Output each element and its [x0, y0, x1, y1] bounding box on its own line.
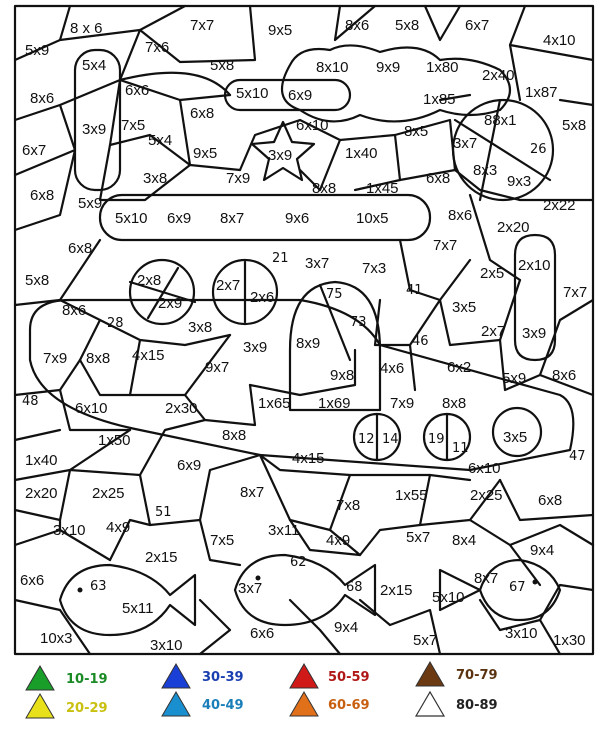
cell-label: 6x2 [447, 359, 472, 376]
cell-label: 9x5 [193, 145, 218, 162]
cell-label: 6x9 [288, 87, 313, 104]
cell-label: 7x7 [563, 284, 588, 301]
cell-label: 8x7 [474, 570, 499, 587]
cell-label: 2x7 [481, 323, 506, 340]
legend-swatch-40-49 [162, 692, 190, 716]
cell-label: 6x6 [125, 82, 150, 99]
cell-label: 8x6 [345, 17, 370, 34]
cell-label: 5x11 [122, 600, 154, 617]
cell-label: 4x6 [380, 360, 405, 377]
cell-label: 6x6 [20, 572, 45, 589]
cell-label: 3x10 [505, 625, 538, 642]
cell-label: 21 [272, 251, 289, 266]
cell-label: 48 [22, 394, 39, 409]
legend-item [416, 692, 498, 716]
legend-item [290, 664, 370, 688]
cell-label: 67 [509, 580, 526, 595]
cell-label: 6x7 [22, 142, 47, 159]
cell-label: 8x6 [62, 302, 87, 319]
cell-label: 62 [290, 555, 307, 570]
cell-label: 3x5 [503, 429, 528, 446]
cell-label: 8x8 [312, 180, 337, 197]
cell-label: 8x4 [452, 532, 477, 549]
cell-label: 2x15 [145, 549, 178, 566]
cell-label: 6x8 [426, 170, 451, 187]
cell-label: 2x10 [518, 257, 551, 274]
cell-label: 8x8 [222, 427, 247, 444]
cell-label: 14 [382, 432, 399, 447]
cell-label: 6x7 [465, 17, 490, 34]
cell-label: 5x10 [236, 85, 269, 102]
cell-label: 1x40 [25, 452, 58, 469]
cell-label: 8x9 [296, 335, 321, 352]
cell-label: 2x20 [497, 219, 530, 236]
cell-label: 6x10 [468, 460, 501, 477]
cell-label: 2x30 [165, 400, 198, 417]
cell-label: 8 x 6 [70, 20, 103, 37]
cell-label: 1x45 [366, 180, 399, 197]
fish-eye-left [78, 588, 83, 593]
cell-label: 6x9 [177, 457, 202, 474]
cell-label: 5x8 [395, 17, 420, 34]
cell-label: 5x7 [406, 529, 431, 546]
cell-label: 2x25 [470, 487, 503, 504]
cell-label: 1x80 [426, 59, 459, 76]
cell-label: 46 [412, 334, 429, 349]
cell-label: 5x9 [502, 370, 527, 387]
cell-label: 2x40 [482, 67, 515, 84]
cell-label: 3x9 [522, 325, 547, 342]
cell-label: 8x8 [86, 350, 111, 367]
cell-label: 1x40 [345, 145, 378, 162]
legend-item [26, 694, 108, 718]
cell-label: 7x9 [226, 170, 251, 187]
cell-label: 8x6 [552, 367, 577, 384]
cell-label: 8x5 [404, 123, 429, 140]
cell-label: 1x50 [98, 432, 131, 449]
legend-swatch-10-19 [26, 666, 54, 690]
cell-label: 73 [350, 315, 367, 330]
cell-label: 3x8 [188, 319, 213, 336]
cell-label: 3x7 [238, 580, 263, 597]
cell-label: 1x65 [258, 395, 291, 412]
legend-label: 20-29 [66, 701, 108, 716]
legend-item [26, 666, 108, 690]
cell-label: 5x8 [562, 117, 587, 134]
cell-label: 6x10 [296, 117, 329, 134]
cell-label: 8x10 [316, 59, 349, 76]
legend-swatch-30-39 [162, 664, 190, 688]
cell-label: 1x30 [553, 632, 586, 649]
legend-label: 10-19 [66, 672, 108, 687]
cell-label: 9x3 [507, 173, 532, 190]
cell-label: 2x6 [250, 289, 275, 306]
cell-label: 5x10 [432, 589, 465, 606]
cell-label: 1x87 [525, 84, 558, 101]
cell-label: 3x9 [243, 339, 268, 356]
cell-label: 28 [107, 316, 124, 331]
cell-label: 4x15 [292, 450, 325, 467]
cell-label: 7x7 [433, 237, 458, 254]
cell-label: 5x8 [25, 272, 50, 289]
cell-label: 5x10 [115, 210, 148, 227]
cell-label: 1x69 [318, 395, 351, 412]
cell-label: 5x4 [82, 57, 107, 74]
cell-label: 1x85 [423, 91, 456, 108]
cell-label: 3x10 [53, 522, 86, 539]
cell-label: 3x5 [452, 299, 477, 316]
legend-swatch-60-69 [290, 692, 318, 716]
legend-item [162, 664, 244, 688]
legend-swatch-80-89 [416, 692, 444, 716]
cell-label: 8x8 [442, 395, 467, 412]
cell-label: 19 [428, 432, 445, 447]
cell-label: 6x8 [190, 105, 215, 122]
cell-label: 3x9 [268, 147, 293, 164]
cell-label: 2x8 [137, 272, 162, 289]
cell-label: 3x9 [82, 121, 107, 138]
legend-label: 80-89 [456, 698, 498, 713]
cell-label: 5x4 [148, 132, 173, 149]
fish-eye-right [533, 580, 538, 585]
cell-label: 68 [346, 580, 363, 595]
cell-label: 6x8 [30, 187, 55, 204]
cell-label: 6x8 [68, 240, 93, 257]
legend-label: 60-69 [328, 698, 370, 713]
cell-label: 9x5 [268, 22, 293, 39]
cell-label: 2x5 [480, 265, 505, 282]
cell-label: 6x6 [250, 625, 275, 642]
legend-label: 40-49 [202, 698, 244, 713]
legend-swatch-70-79 [416, 662, 444, 686]
cell-label: 6x10 [75, 400, 108, 417]
cell-label: 9x6 [285, 210, 310, 227]
cell-label: 8x7 [240, 484, 265, 501]
cell-label: 10x5 [356, 210, 389, 227]
legend-label: 30-39 [202, 670, 244, 685]
cell-label: 5x9 [78, 195, 103, 212]
cell-label: 9x9 [376, 59, 401, 76]
legend-swatch-20-29 [26, 694, 54, 718]
cell-label: 51 [155, 505, 172, 520]
cell-label: 7x5 [121, 117, 146, 134]
cell-label: 5x7 [413, 632, 438, 649]
cell-label: 2x20 [25, 485, 58, 502]
cell-label: 9x4 [530, 542, 555, 559]
cell-label: 41 [406, 283, 423, 298]
legend-item [416, 662, 498, 686]
cell-label: 7x7 [190, 17, 215, 34]
cell-label: 12 [358, 432, 375, 447]
cell-label: 2x15 [380, 582, 413, 599]
cell-label: 10x3 [40, 630, 73, 647]
cell-label: 7x9 [390, 395, 415, 412]
cell-label: 8x6 [448, 207, 473, 224]
cell-label: 5x9 [25, 42, 50, 59]
cell-label: 3x8 [143, 170, 168, 187]
cell-label: 26 [530, 142, 547, 157]
legend-swatch-50-59 [290, 664, 318, 688]
cell-label: 2x22 [543, 197, 576, 214]
cell-label: 4x10 [543, 32, 576, 49]
cell-label: 3x7 [453, 135, 478, 152]
cell-label: 3x7 [305, 255, 330, 272]
legend-item [290, 692, 370, 716]
cell-label: 3x11 [268, 522, 300, 539]
cell-label: 6x9 [167, 210, 192, 227]
cell-label: 7x5 [210, 532, 235, 549]
legend-label: 50-59 [328, 670, 370, 685]
cell-label: 8x7 [220, 210, 245, 227]
cell-label: 7x8 [336, 497, 361, 514]
cell-label: 4x15 [132, 347, 165, 364]
cell-label: 2x25 [92, 485, 125, 502]
cell-label: 2x9 [158, 295, 183, 312]
cell-label: 75 [326, 287, 343, 302]
cell-label: 9x7 [205, 359, 230, 376]
cell-label: 88x1 [484, 112, 517, 129]
cell-label: 4x9 [106, 519, 131, 536]
cell-label: 11 [452, 441, 469, 456]
cell-label: 1x55 [395, 487, 428, 504]
cell-label: 47 [569, 449, 586, 464]
cell-label: 8x6 [30, 90, 55, 107]
cell-label: 63 [90, 579, 107, 594]
cell-label: 3x10 [150, 637, 183, 654]
color-legend [26, 662, 498, 718]
cell-label: 2x7 [216, 277, 241, 294]
cell-label: 4x9 [326, 532, 351, 549]
cell-label: 7x3 [362, 260, 387, 277]
cell-label: 9x8 [330, 367, 355, 384]
cell-label: 5x8 [210, 57, 235, 74]
cell-label: 7x6 [145, 39, 170, 56]
legend-item [162, 692, 244, 716]
cell-label: 6x8 [538, 492, 563, 509]
legend-label: 70-79 [456, 668, 498, 683]
cell-label: 8x3 [473, 162, 498, 179]
cell-label: 9x4 [334, 619, 359, 636]
cell-label: 7x9 [43, 350, 68, 367]
